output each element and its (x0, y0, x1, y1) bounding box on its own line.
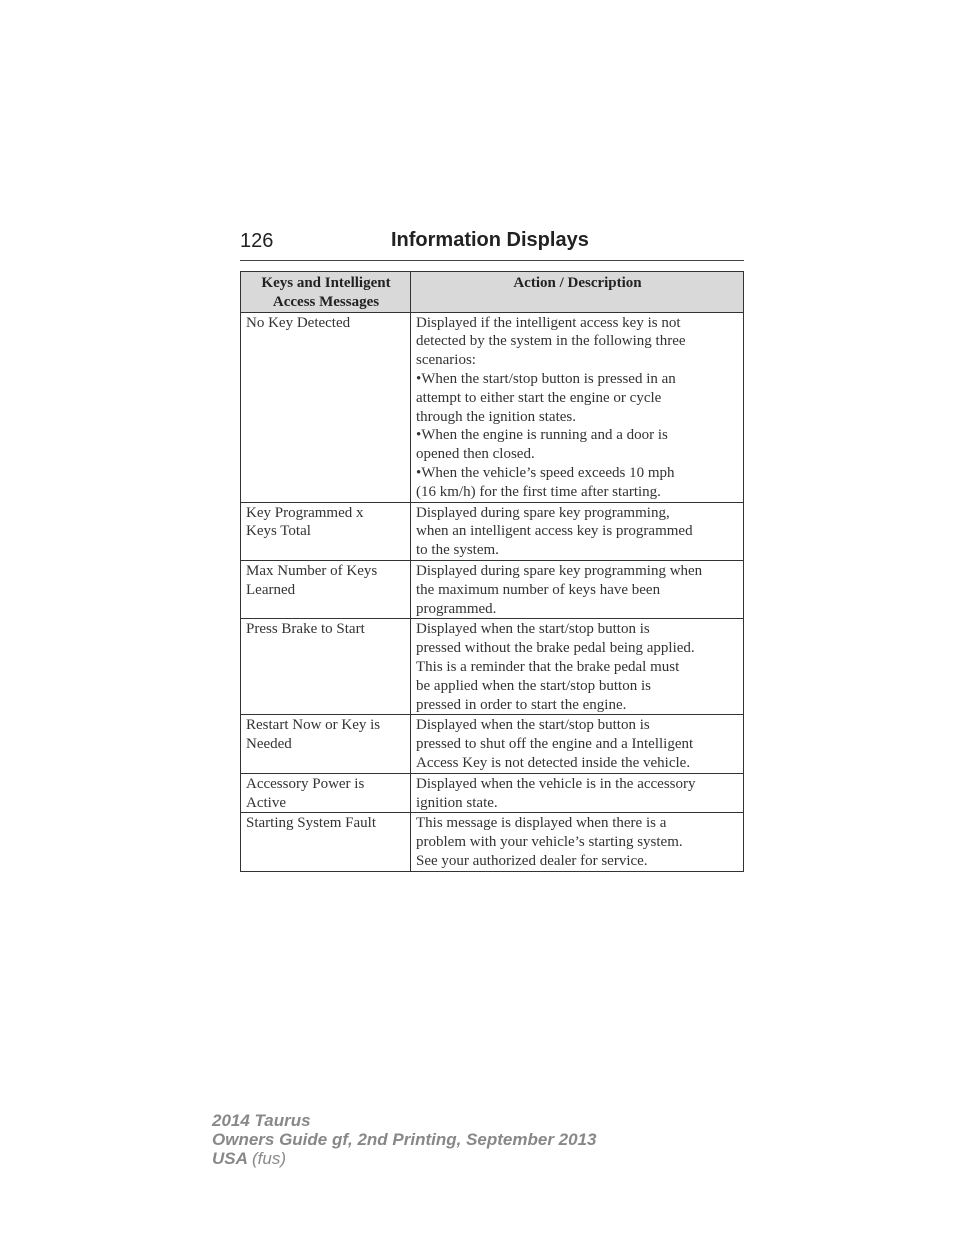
column-header-line: Keys and Intelligent (261, 275, 391, 291)
description-line: attempt to either start the engine or cycle (416, 389, 662, 406)
footer-region (212, 1149, 596, 1168)
description-line: to the system. (416, 542, 499, 559)
column-header-messages (241, 272, 411, 313)
description-line: •When the vehicle’s speed exceeds 10 mph (416, 464, 675, 481)
page-number: 126 (240, 230, 274, 252)
description-line: opened then closed. (416, 446, 535, 463)
description-line: This message is displayed when there is a (416, 815, 667, 832)
description-line: pressed without the brake pedal being applied. (416, 640, 695, 657)
footer-model: 2014 Taurus (212, 1111, 311, 1130)
message-line: Max Number of Keys (246, 562, 378, 579)
description-line: Access Key is not detected inside the vehicle. (416, 754, 691, 771)
message-line: Press Brake to Start (246, 621, 365, 638)
description-cell (411, 619, 744, 715)
message-line: Key Programmed x (246, 504, 364, 521)
description-line: Displayed if the intelligent access key is not (416, 314, 681, 331)
description-line: See your authorized dealer for service. (416, 852, 648, 869)
description-line: when an intelligent access key is programmed (416, 523, 693, 540)
table-header-row (241, 272, 744, 313)
description-line: scenarios: (416, 352, 476, 369)
message-line: Learned (246, 581, 296, 598)
description-line: detected by the system in the following three (416, 333, 686, 350)
column-header-line: Action / Description (513, 275, 642, 291)
description-line: the maximum number of keys have been (416, 581, 661, 598)
messages-table (240, 271, 744, 872)
description-cell (411, 312, 744, 502)
footer-guide-edition: Owners Guide gf, 2nd Printing, September 2013 (212, 1130, 597, 1149)
message-line: Restart Now or Key is (246, 717, 381, 734)
message-line: Keys Total (246, 523, 311, 540)
description-line: Displayed during spare key programming when (416, 562, 703, 579)
table-row (241, 619, 744, 715)
description-cell (411, 502, 744, 560)
description-line: Displayed when the vehicle is in the accessory (416, 775, 696, 792)
description-line: •When the engine is running and a door is (416, 427, 668, 444)
table-row (241, 715, 744, 773)
description-cell (411, 560, 744, 618)
description-line: Displayed when the start/stop button is (416, 717, 650, 734)
message-cell (241, 560, 411, 618)
description-line: pressed to shut off the engine and a Intelligent (416, 736, 694, 753)
message-cell (241, 619, 411, 715)
column-header-line: Access Messages (272, 293, 380, 310)
description-cell (411, 773, 744, 813)
description-line: This is a reminder that the brake pedal must (416, 658, 680, 675)
description-line: through the ignition states. (416, 408, 576, 425)
message-cell (241, 813, 411, 871)
footer-region-main: USA (212, 1149, 248, 1168)
description-line: pressed in order to start the engine. (416, 696, 627, 713)
section-title: Information Displays (391, 229, 589, 251)
description-line: Displayed during spare key programming, (416, 504, 670, 521)
description-cell (411, 715, 744, 773)
description-cell (411, 813, 744, 871)
message-line: Starting System Fault (246, 815, 377, 832)
message-cell (241, 502, 411, 560)
description-line: •When the start/stop button is pressed in an (416, 370, 676, 387)
column-header-description (411, 272, 744, 313)
description-line: problem with your vehicle’s starting system. (416, 834, 683, 851)
description-line: (16 km/h) for the first time after starting. (416, 483, 661, 500)
description-line: Displayed when the start/stop button is (416, 621, 650, 638)
table-row (241, 560, 744, 618)
page-header (240, 228, 744, 261)
description-line: programmed. (416, 600, 497, 617)
message-line: Needed (246, 736, 292, 753)
message-line: Accessory Power is (246, 775, 365, 792)
message-cell (241, 715, 411, 773)
table-row (241, 502, 744, 560)
message-cell (241, 773, 411, 813)
message-line: No Key Detected (246, 314, 351, 331)
table-row (241, 813, 744, 871)
table-row (241, 312, 744, 502)
document-footer (212, 1111, 596, 1168)
description-line: be applied when the start/stop button is (416, 677, 651, 694)
message-line: Active (246, 794, 286, 811)
table-row (241, 773, 744, 813)
footer-region-suffix: (fus) (252, 1149, 286, 1168)
description-line: ignition state. (416, 794, 498, 811)
message-cell (241, 312, 411, 502)
table-body (241, 312, 744, 871)
